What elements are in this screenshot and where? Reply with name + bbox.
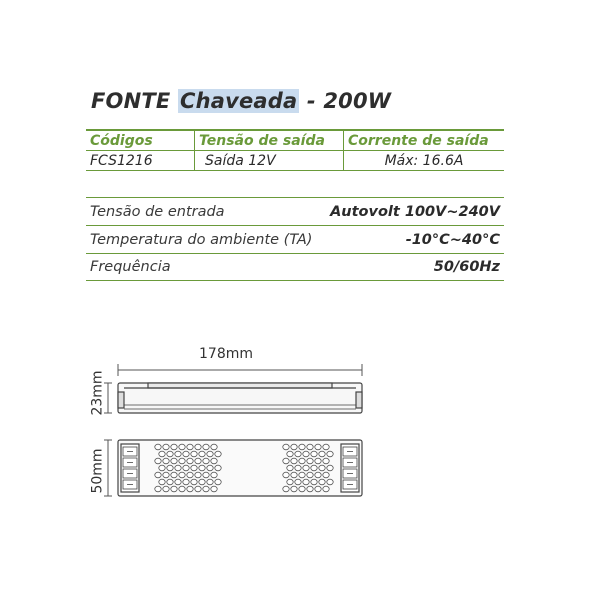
vent-hole-icon [319, 451, 325, 457]
vent-hole-icon [175, 465, 181, 471]
vent-hole-icon [195, 486, 201, 492]
header-corrente-saida: Corrente de saída [344, 130, 505, 151]
header-codigos: Códigos [90, 132, 153, 149]
vent-hole-icon [203, 486, 209, 492]
vent-hole-icon [283, 444, 289, 450]
vent-hole-icon [323, 486, 329, 492]
vent-hole-icon [283, 458, 289, 464]
vent-hole-icon [299, 472, 305, 478]
vent-hole-icon [163, 444, 169, 450]
vent-hole-icon [311, 451, 317, 457]
vent-hole-icon [187, 444, 193, 450]
title-suffix: - 200W [299, 89, 392, 113]
vent-hole-icon [327, 479, 333, 485]
dimension-width-label: 50mm [89, 448, 106, 494]
spec-label: Frequência [90, 259, 171, 275]
vent-hole-icon [323, 472, 329, 478]
vent-hole-icon [171, 458, 177, 464]
vent-hole-icon [207, 479, 213, 485]
vent-hole-icon [163, 472, 169, 478]
vent-hole-icon [199, 465, 205, 471]
cell-codigo: FCS1216 [90, 152, 153, 169]
vent-hole-icon [187, 458, 193, 464]
vent-hole-icon [311, 465, 317, 471]
vent-hole-icon [155, 472, 161, 478]
vent-hole-icon [179, 486, 185, 492]
vent-hole-icon [159, 465, 165, 471]
vent-hole-icon [203, 458, 209, 464]
vent-hole-icon [159, 479, 165, 485]
vent-hole-icon [183, 465, 189, 471]
vent-hole-icon [295, 465, 301, 471]
vent-hole-icon [315, 486, 321, 492]
vent-hole-icon [191, 465, 197, 471]
vent-hole-icon [299, 444, 305, 450]
vent-hole-icon [207, 451, 213, 457]
vent-hole-icon [215, 465, 221, 471]
vent-hole-icon [187, 472, 193, 478]
vent-hole-icon [175, 479, 181, 485]
vent-hole-icon [327, 451, 333, 457]
vent-hole-icon [167, 451, 173, 457]
vent-hole-icon [175, 451, 181, 457]
spec-value: 50/60Hz [433, 259, 500, 275]
vent-hole-icon [183, 479, 189, 485]
vent-hole-icon [311, 479, 317, 485]
vent-hole-icon [155, 458, 161, 464]
spec-label: Tensão de entrada [90, 203, 225, 220]
vent-hole-icon [283, 486, 289, 492]
length-dimension-line [118, 364, 362, 376]
vent-hole-icon [191, 479, 197, 485]
vent-hole-icon [167, 479, 173, 485]
vent-hole-icon [319, 465, 325, 471]
cell-tensao: Saída 12V [195, 151, 344, 171]
vent-hole-icon [179, 472, 185, 478]
spec-label: Temperatura do ambiente (TA) [90, 231, 313, 248]
vent-hole-icon [299, 486, 305, 492]
vent-hole-icon [171, 472, 177, 478]
vent-hole-icon [307, 458, 313, 464]
vent-hole-icon [211, 472, 217, 478]
dimension-length-label: 178mm [199, 346, 253, 362]
vent-hole-icon [215, 479, 221, 485]
vent-hole-icon [307, 486, 313, 492]
vent-hole-icon [179, 444, 185, 450]
vent-hole-icon [199, 451, 205, 457]
vent-hole-icon [319, 479, 325, 485]
vent-hole-icon [283, 472, 289, 478]
vent-hole-icon [195, 444, 201, 450]
vent-hole-icon [323, 444, 329, 450]
vent-hole-icon [303, 451, 309, 457]
vent-hole-icon [155, 444, 161, 450]
title-highlight: Chaveada [179, 89, 298, 113]
vent-hole-icon [203, 472, 209, 478]
vent-hole-icon [295, 451, 301, 457]
vent-hole-icon [163, 486, 169, 492]
vent-hole-icon [207, 465, 213, 471]
vent-hole-icon [203, 444, 209, 450]
vent-hole-icon [315, 458, 321, 464]
vent-hole-icon [315, 472, 321, 478]
vent-hole-icon [179, 458, 185, 464]
vent-hole-icon [315, 444, 321, 450]
vent-hole-icon [291, 444, 297, 450]
vent-hole-icon [295, 479, 301, 485]
vent-hole-icon [287, 479, 293, 485]
vent-hole-icon [187, 486, 193, 492]
height-dimension-line [104, 383, 112, 413]
vent-hole-icon [287, 451, 293, 457]
vent-hole-icon [307, 444, 313, 450]
vent-hole-icon [183, 451, 189, 457]
vent-hole-icon [211, 486, 217, 492]
vent-hole-icon [303, 465, 309, 471]
spec-value: -10°C~40°C [405, 231, 500, 248]
header-tensao-saida: Tensão de saída [195, 130, 344, 151]
vent-hole-icon [159, 451, 165, 457]
vent-hole-icon [167, 465, 173, 471]
vent-hole-icon [191, 451, 197, 457]
vent-hole-icon [303, 479, 309, 485]
vent-hole-icon [327, 465, 333, 471]
vent-hole-icon [287, 465, 293, 471]
vent-hole-icon [211, 444, 217, 450]
vent-hole-icon [291, 472, 297, 478]
cell-corrente: Máx: 16.6A [344, 151, 505, 171]
vent-hole-icon [195, 458, 201, 464]
vent-hole-icon [211, 458, 217, 464]
vent-hole-icon [171, 486, 177, 492]
vent-hole-icon [195, 472, 201, 478]
spec-value: Autovolt 100V~240V [330, 203, 500, 220]
vent-hole-icon [199, 479, 205, 485]
side-view [118, 383, 362, 413]
vent-hole-icon [291, 486, 297, 492]
vent-hole-icon [299, 458, 305, 464]
vent-hole-icon [291, 458, 297, 464]
vent-hole-icon [155, 486, 161, 492]
vent-hole-icon [163, 458, 169, 464]
vent-hole-icon [171, 444, 177, 450]
dimension-height-label: 23mm [89, 370, 106, 416]
width-dimension-line [104, 440, 112, 496]
vent-hole-icon [307, 472, 313, 478]
vent-hole-icon [323, 458, 329, 464]
title-prefix: FONTE [91, 89, 178, 113]
vent-hole-icon [215, 451, 221, 457]
